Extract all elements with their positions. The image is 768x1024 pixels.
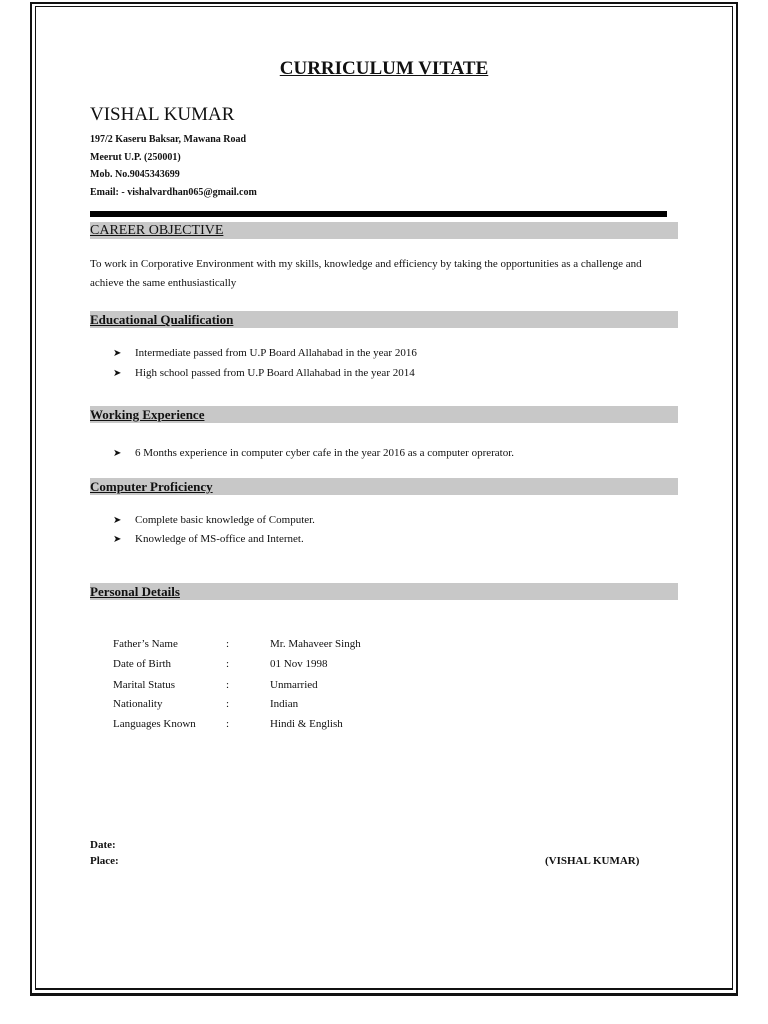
- detail-label-date-of-birth: Date of Birth: [113, 658, 172, 670]
- section-working-experience: [90, 406, 678, 423]
- arrow-bullet-icon: ➤: [113, 368, 122, 379]
- document-title: CURRICULUM VITATE: [279, 58, 489, 79]
- list-item: ➤ Intermediate passed from U.P Board Allahabad in the year 2016: [113, 347, 417, 359]
- address-line-1: 197/2 Kaseru Baksar, Mawana Road: [90, 134, 247, 145]
- detail-value-marital-status: Unmarried: [270, 679, 318, 691]
- arrow-bullet-icon: ➤: [113, 534, 122, 545]
- section-heading: Educational Qualification: [90, 312, 234, 327]
- list-item: ➤ High school passed from U.P Board Allahabad in the year 2014: [113, 367, 415, 379]
- section-personal-details: [90, 583, 678, 600]
- list-item: ➤ Knowledge of MS-office and Internet.: [113, 533, 304, 545]
- date-label: Date:: [90, 839, 116, 851]
- mobile-number: Mob. No.9045343699: [90, 169, 180, 180]
- detail-separator: :: [226, 698, 230, 710]
- detail-label-fathers-name: Father’s Name: [113, 638, 178, 650]
- detail-separator: :: [226, 679, 230, 691]
- arrow-bullet-icon: ➤: [113, 448, 122, 459]
- arrow-bullet-icon: ➤: [113, 348, 122, 359]
- section-computer-proficiency: [90, 478, 678, 495]
- detail-separator: :: [226, 638, 230, 650]
- list-item: ➤ 6 Months experience in computer cyber cafe in the year 2016 as a computer oprerator.: [113, 447, 515, 459]
- career-objective-line-2: achieve the same enthusiastically: [90, 277, 237, 289]
- detail-value-fathers-name: Mr. Mahaveer Singh: [270, 638, 361, 650]
- detail-label-languages-known: Languages Known: [113, 718, 196, 730]
- detail-value-languages-known: Hindi & English: [270, 718, 343, 730]
- candidate-name: VISHAL KUMAR: [90, 104, 235, 125]
- section-heading: Working Experience: [90, 407, 205, 422]
- section-heading: CAREER OBJECTIVE: [90, 223, 224, 238]
- header-divider: [90, 211, 667, 217]
- place-label: Place:: [90, 855, 119, 867]
- detail-separator: :: [226, 658, 230, 670]
- detail-separator: :: [226, 718, 230, 730]
- section-career-objective: [90, 222, 678, 239]
- section-education: [90, 311, 678, 328]
- detail-value-date-of-birth: 01 Nov 1998: [270, 658, 328, 670]
- email-address: Email: - vishalvardhan065@gmail.com: [90, 187, 257, 198]
- arrow-bullet-icon: ➤: [113, 515, 122, 526]
- section-heading: Personal Details: [90, 584, 180, 599]
- detail-label-nationality: Nationality: [113, 698, 163, 710]
- detail-label-marital-status: Marital Status: [113, 679, 176, 691]
- signature-name: (VISHAL KUMAR): [545, 855, 640, 867]
- list-item: ➤ Complete basic knowledge of Computer.: [113, 514, 315, 526]
- detail-value-nationality: Indian: [270, 698, 299, 710]
- address-line-2: Meerut U.P. (250001): [90, 152, 181, 163]
- section-heading: Computer Proficiency: [90, 479, 213, 494]
- career-objective-line-1: To work in Corporative Environment with my skills, knowledge and efficiency by taking the opportunities as a challenge and: [90, 258, 642, 270]
